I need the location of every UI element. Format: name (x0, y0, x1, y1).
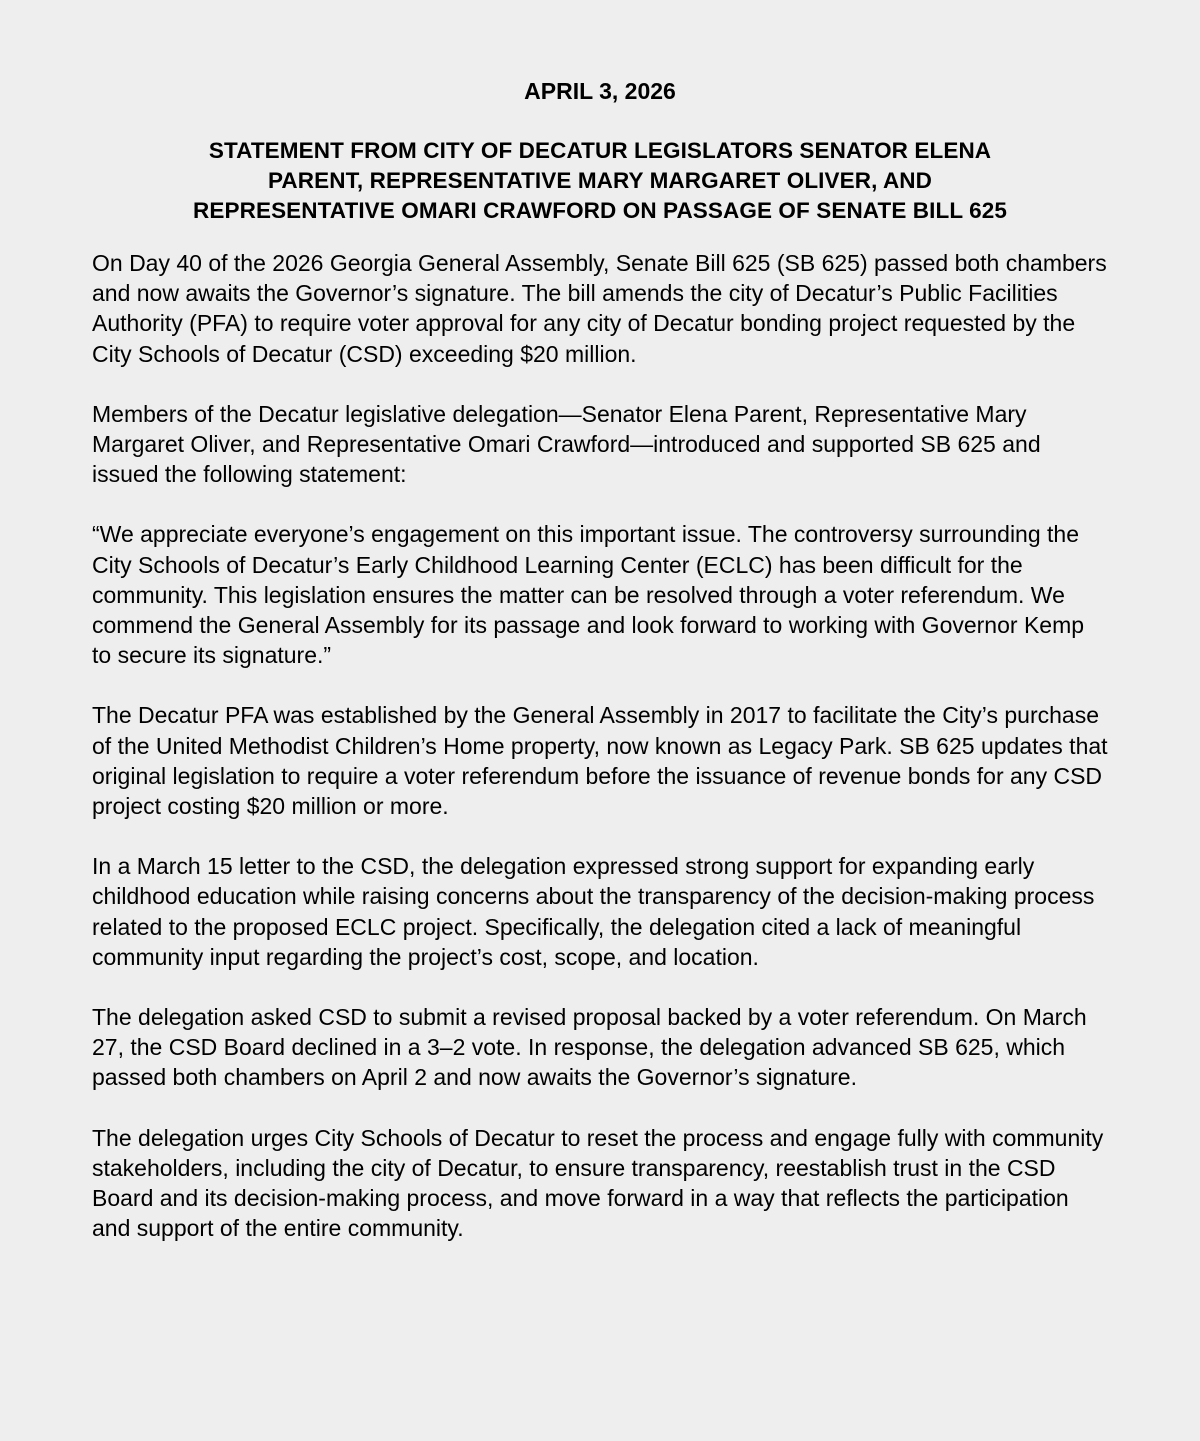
quote-paragraph: “We appreciate everyone’s engagement on this important issue. The controversy surrounding the City Schools of Decatur’s Early Childhood Learning Center (ECLC) has been difficult for the community. This legislation ensures the matter can be resolved through a voter referendum. We commend the General Assembly for its passage and look forward to working with Governor Kemp to secure its signature.” (92, 521, 1085, 669)
body-paragraph: In a March 15 letter to the CSD, the delegation expressed strong support for expanding early childhood education while raising concerns about the transparency of the decision-making process related to the proposed ECLC project. Specifically, the delegation cited a lack of meaningful community input regarding the project’s cost, scope, and location. (92, 853, 1095, 970)
release-body (92, 248, 1108, 1243)
body-paragraph: On Day 40 of the 2026 Georgia General Assembly, Senate Bill 625 (SB 625) passed both chambers and now awaits the Governor’s signature. The bill amends the city of Decatur’s Public Facilities Authority (PFA) to require voter approval for any city of Decatur bonding project requested by the City Schools of Decatur (CSD) exceeding $20 million. (92, 250, 1107, 367)
headline-line: PARENT, REPRESENTATIVE MARY MARGARET OLIVER, AND (267, 168, 932, 193)
headline-line: REPRESENTATIVE OMARI CRAWFORD ON PASSAGE OF SENATE BILL 625 (193, 198, 1007, 223)
body-paragraph: The delegation asked CSD to submit a revised proposal backed by a voter referendum. On March 27, the CSD Board declined in a 3–2 vote. In response, the delegation advanced SB 625, which passed both chambers on April 2 and now awaits the Governor’s signature. (92, 1004, 1087, 1091)
headline-line: STATEMENT FROM CITY OF DECATUR LEGISLATORS SENATOR ELENA (208, 138, 992, 163)
body-paragraph: Members of the Decatur legislative delegation—Senator Elena Parent, Representative Mary Margaret Oliver, and Representative Omari Crawford—introduced and supported SB 625 and issued the following statement: (92, 400, 1041, 488)
release-date: APRIL 3, 2026 (524, 78, 676, 104)
body-paragraph: The delegation urges City Schools of Decatur to reset the process and engage fully with community stakeholders, including the city of Decatur, to ensure transparency, reestablish trust in the CSD Board and its decision-making process, and move forward in a way that reflects the participation and support of the entire community. (92, 1124, 1104, 1242)
release-headline (92, 136, 1108, 226)
body-paragraph: The Decatur PFA was established by the General Assembly in 2017 to facilitate the City’s purchase of the United Methodist Children’s Home property, now known as Legacy Park. SB 625 updates that original legislation to require a voter referendum before the issuance of revenue bonds for any CSD project costing $20 million or more. (92, 702, 1108, 820)
